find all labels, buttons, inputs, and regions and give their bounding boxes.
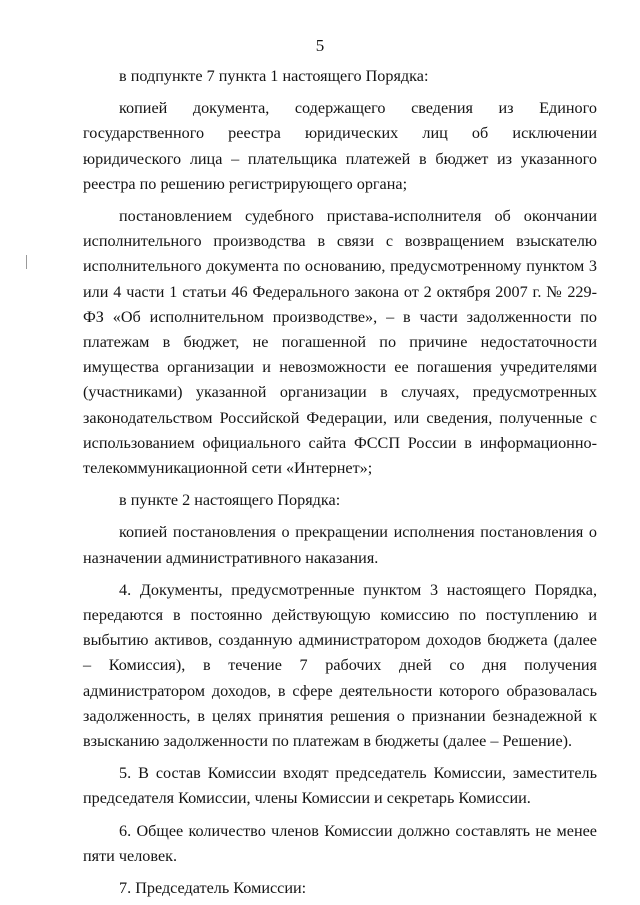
scan-margin-mark — [26, 255, 27, 269]
paragraph-item-6: 6. Общее количество членов Комиссии должно составлять не менее пяти человек. — [83, 821, 597, 865]
paragraph-bailiff-resolution: постановлением судебного пристава-исполнителя об окончании исполнительного производства в связи с возвращением взыскателю исполнительного документа по основанию, предусмотренному пунктом 3 или 4 части 1 статьи 46 Федерального закона от 2 октября 2007 г. № 229-ФЗ «Об исполнительном производстве», – в части задолженности по платежам в бюджет, не погашенной по причине недостаточности имущества организации и невозможности ее погашения учредителями (участниками) указанной организации в случаях, предусмотренных законодательством Российской Федерации, или сведения, полученные с использованием официального сайта ФССП России в информационно-телекоммуникационной сети «Интернет»; — [83, 207, 597, 478]
paragraph-point-2-intro: в пункте 2 настоящего Порядка: — [119, 491, 341, 510]
paragraph-item-4: 4. Документы, предусмотренные пунктом 3 настоящего Порядка, передаются в постоянно действующую комиссию по поступлению и выбытию активов, созданную администратором доходов бюджета (далее – Комиссия), в течение 7 рабочих дней со дня получения администратором доходов, в сфере деятельности которого образовалась задолженность, в целях принятия решения о признании безнадежной к взысканию задолженности по платежам в бюджеты (далее – Решение). — [83, 580, 597, 751]
paragraph-item-7: 7. Председатель Комиссии: — [119, 879, 307, 898]
paragraph-termination-copy: копией постановления о прекращении исполнения постановления о назначении административного наказания. — [83, 523, 597, 567]
document-body — [83, 64, 597, 901]
paragraph-subpoint-7-intro: в подпункте 7 пункта 1 настоящего Порядка: — [119, 67, 429, 85]
page-number: 5 — [315, 36, 325, 55]
paragraph-item-5: 5. В состав Комиссии входят председатель Комиссии, заместитель председателя Комиссии, члены Комиссии и секретарь Комиссии. — [83, 764, 597, 808]
paragraph-egrul-copy: копией документа, содержащего сведения из Единого государственного реестра юридических лиц об исключении юридического лица – плательщика платежей в бюджет из указанного реестра по решению регистрирующего органа; — [83, 99, 597, 193]
